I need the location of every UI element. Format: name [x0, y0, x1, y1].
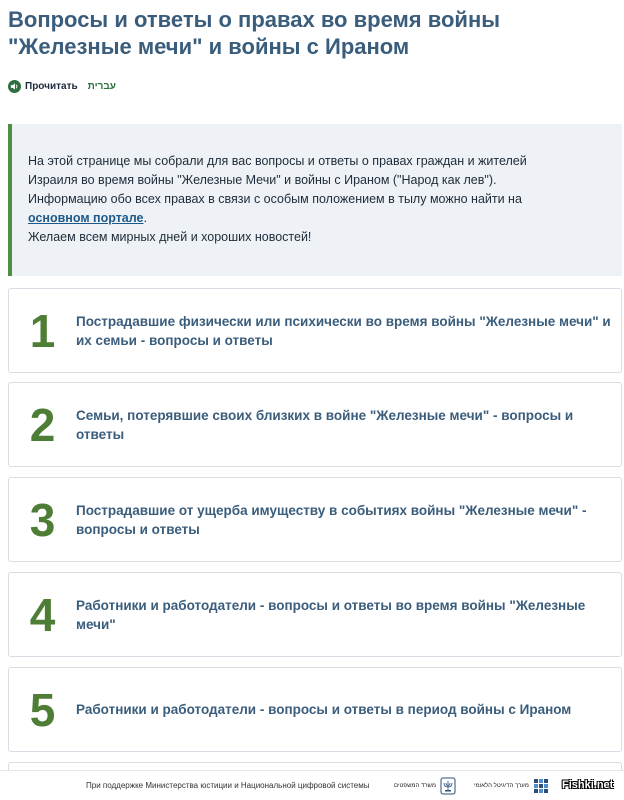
- digital-logo-text: מערך הדיגיטל הלאומי: [474, 782, 529, 789]
- card-title: Работники и работодатели - вопросы и ответы в период войны с Ираном: [76, 702, 572, 717]
- speaker-icon: [8, 80, 21, 93]
- card-number: 4: [29, 588, 56, 641]
- page-title: [8, 6, 608, 60]
- card-number: 1: [29, 304, 56, 357]
- card-number: 5: [29, 683, 56, 736]
- intro-line-2: Израиля во время войны "Железные Мечи" и войны с Ираном ("Народ как лев").: [28, 173, 497, 187]
- faq-card-5[interactable]: [8, 667, 622, 752]
- intro-panel: [8, 124, 622, 276]
- read-aloud-label: Прочитать: [25, 80, 78, 92]
- intro-line-3: Информацию обо всех правах в связи с особым положением в тылу можно найти на: [28, 192, 522, 206]
- ministry-of-justice-logo: [394, 776, 456, 796]
- card-title: Семьи, потерявшие своих близких в войне "Железные мечи" - вопросы и ответы: [76, 407, 574, 442]
- page-actions: [8, 78, 116, 94]
- intro-line-5: Желаем всем мирных дней и хороших новостей!: [28, 230, 312, 244]
- intro-line-4-suffix: .: [143, 211, 147, 225]
- faq-card-2[interactable]: [8, 382, 622, 467]
- footer-support-text: При поддержке Министерства юстиции и Национальной цифровой системы: [86, 781, 370, 790]
- digital-agency-emblem-icon: [533, 778, 549, 794]
- card-title: Пострадавшие физически или психически во время войны "Железные мечи" и их семьи - вопросы и ответы: [76, 313, 611, 348]
- page-title-line-2: "Железные мечи" и войны с Ираном: [8, 34, 410, 59]
- main-portal-link[interactable]: основном портале: [28, 211, 144, 225]
- card-title: Работники и работодатели - вопросы и ответы во время войны "Железные мечи": [76, 597, 586, 632]
- card-title: Пострадавшие от ущерба имуществу в событиях войны "Железные мечи" - вопросы и ответы: [76, 502, 587, 537]
- menorah-emblem-icon: [440, 777, 456, 795]
- page-title-line-1: Вопросы и ответы о правах во время войны: [8, 7, 501, 32]
- support-footer: [0, 770, 624, 800]
- language-link-hebrew[interactable]: עברית: [87, 80, 116, 92]
- faq-card-1[interactable]: [8, 288, 622, 373]
- read-aloud-button[interactable]: [8, 80, 78, 93]
- card-number: 3: [29, 493, 56, 546]
- intro-line-4: [28, 209, 606, 228]
- national-digital-agency-logo: [474, 776, 549, 796]
- justice-logo-text: משרד המשפטים: [394, 782, 436, 789]
- faq-card-3[interactable]: [8, 477, 622, 562]
- faq-card-4[interactable]: [8, 572, 622, 657]
- fishki-watermark: Fishki.net: [562, 779, 614, 791]
- card-number: 2: [29, 398, 56, 451]
- intro-line-1: На этой странице мы собрали для вас вопросы и ответы о правах граждан и жителей: [28, 154, 527, 168]
